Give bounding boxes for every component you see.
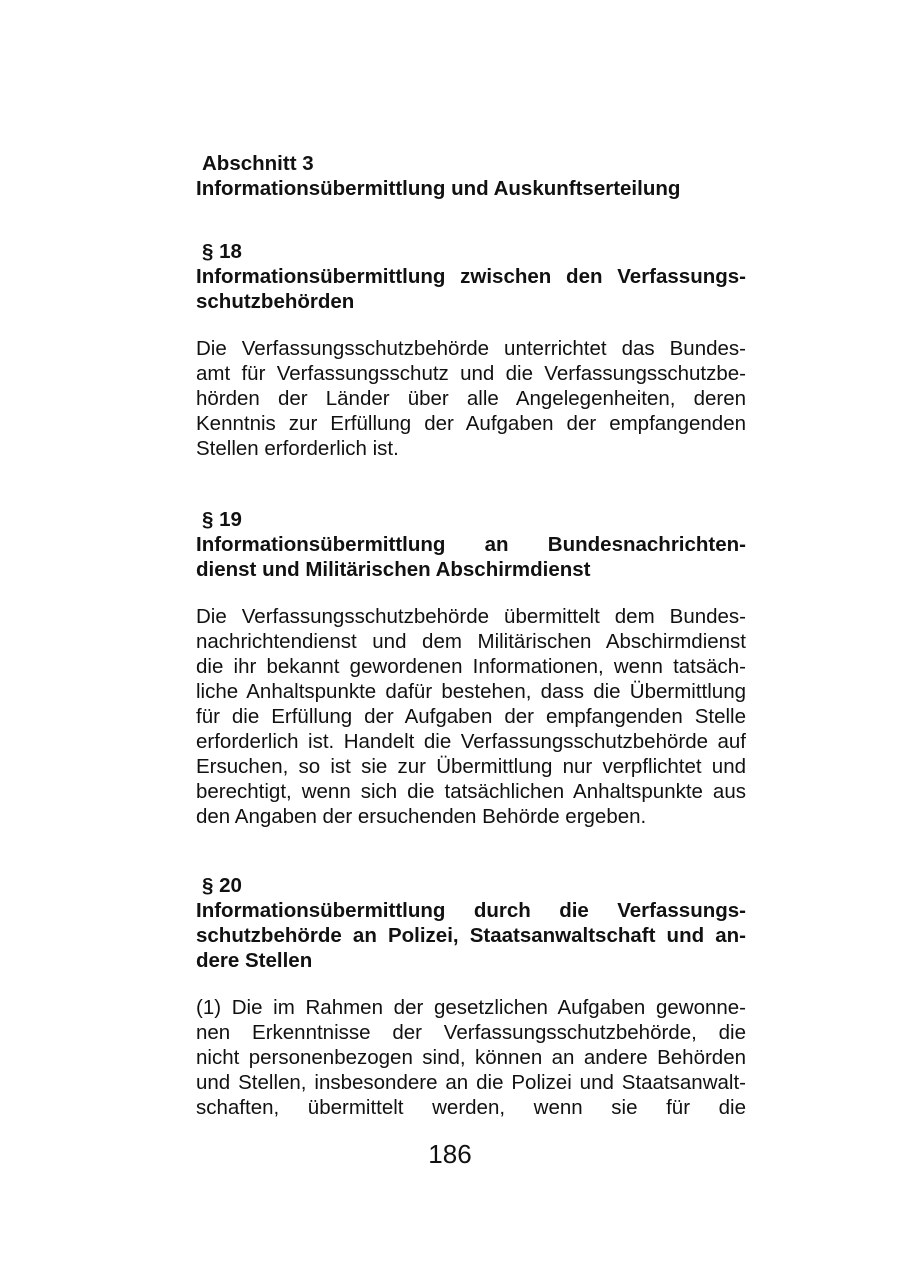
body-line: amt für Verfassungsschutz und die Verfassungsschutzbe-: [196, 362, 746, 385]
body-line: Ersuchen, so ist sie zur Übermittlung nur verpflichtet und: [196, 755, 746, 778]
body-line: und Stellen, insbesondere an die Polizei und Staatsanwalt-: [196, 1071, 746, 1094]
body-line: nachrichtendienst und dem Militärischen Abschirmdienst: [196, 630, 746, 653]
body-line: nen Erkenntnisse der Verfassungsschutzbehörde, die: [196, 1021, 746, 1044]
paragraph-heading-line: schutzbehörden: [196, 290, 355, 313]
body-line: Die Verfassungsschutzbehörde unterrichtet das Bundes-: [196, 337, 746, 360]
body-line: (1) Die im Rahmen der gesetzlichen Aufgaben gewonne-: [196, 996, 746, 1019]
section-heading: [196, 151, 746, 201]
paragraph-18-body: [196, 336, 746, 461]
paragraph-18-heading: [196, 239, 746, 314]
body-line: hörden der Länder über alle Angelegenheiten, deren: [196, 387, 746, 410]
page-number: 186: [428, 1139, 472, 1169]
paragraph-heading-line: Informationsübermittlung durch die Verfassungs-: [196, 899, 746, 922]
body-line: den Angaben der ersuchenden Behörde ergeben.: [196, 805, 647, 828]
paragraph-heading-line: Informationsübermittlung zwischen den Verfassungs-: [196, 265, 746, 288]
paragraph-number: § 19: [202, 508, 242, 531]
body-line: nicht personenbezogen sind, können an andere Behörden: [196, 1046, 746, 1069]
body-line: liche Anhaltspunkte dafür bestehen, dass die Übermittlung: [196, 680, 746, 703]
body-line: erforderlich ist. Handelt die Verfassungsschutzbehörde auf: [196, 730, 746, 753]
body-line: die ihr bekannt gewordenen Informationen, wenn tatsäch-: [196, 655, 746, 678]
paragraph-19-heading: [196, 507, 746, 582]
paragraph-heading-line: schutzbehörde an Polizei, Staatsanwaltschaft und an-: [196, 924, 746, 947]
body-line: für die Erfüllung der Aufgaben der empfangenden Stelle: [196, 705, 746, 728]
section-label: Abschnitt 3: [202, 152, 314, 175]
paragraph-20-heading: [196, 873, 746, 973]
body-line: schaften, übermittelt werden, wenn sie für die: [196, 1096, 746, 1119]
body-line: Stellen erforderlich ist.: [196, 437, 399, 460]
body-line: Die Verfassungsschutzbehörde übermittelt dem Bundes-: [196, 605, 746, 628]
body-line: Kenntnis zur Erfüllung der Aufgaben der empfangenden: [196, 412, 746, 435]
paragraph-19-body: [196, 604, 746, 829]
paragraph-20-body: [196, 995, 746, 1120]
paragraph-heading-line: dienst und Militärischen Abschirmdienst: [196, 558, 591, 581]
section-title: Informationsübermittlung und Auskunftserteilung: [196, 177, 681, 200]
body-line: berechtigt, wenn sich die tatsächlichen Anhaltspunkte aus: [196, 780, 746, 803]
paragraph-heading-line: dere Stellen: [196, 949, 313, 972]
paragraph-number: § 18: [202, 240, 242, 263]
paragraph-number: § 20: [202, 874, 242, 897]
paragraph-heading-line: Informationsübermittlung an Bundesnachrichten-: [196, 533, 746, 556]
